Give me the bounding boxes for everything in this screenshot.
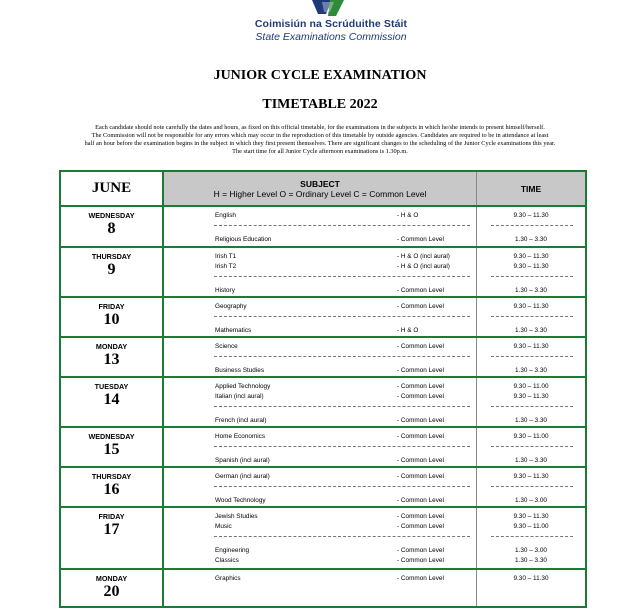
level-legend: H = Higher Level O = Ordinary Level C = Common Level	[213, 188, 427, 199]
notice-line: half an hour before the examination begins in the subject in which they first present themselves. There are significant changes to the scheduling of the Junior Cycle examinations this year.	[84, 140, 556, 148]
exam-entry	[164, 262, 476, 272]
date-number: 15	[103, 441, 120, 458]
weekday-label: FRIDAY	[98, 302, 125, 311]
exam-entry	[164, 456, 476, 466]
subject-header	[163, 171, 477, 206]
exam-time: 1.30 – 3.00	[515, 547, 547, 554]
exam-entry	[164, 512, 476, 522]
day-cell	[60, 247, 163, 297]
exam-time: 1.30 – 3.30	[515, 287, 547, 294]
exam-level: - Common Level	[397, 303, 444, 310]
harp-logo-icon	[308, 0, 352, 18]
weekday-label: MONDAY	[95, 574, 128, 583]
page-subtitle: TIMETABLE 2022	[262, 97, 378, 112]
exam-time: 9.30 – 11.30	[513, 263, 549, 270]
date-number: 17	[103, 521, 120, 538]
exam-entry	[164, 432, 476, 442]
date-number: 20	[103, 583, 120, 600]
subject-name: Home Economics	[215, 433, 266, 440]
exam-entry	[164, 416, 476, 426]
subject-cell	[163, 427, 477, 467]
subject-name: Music	[215, 523, 232, 530]
subject-name: Irish T2	[215, 263, 237, 270]
date-number: 16	[103, 481, 120, 498]
subject-name: Religious Education	[215, 236, 272, 243]
weekday-label: THURSDAY	[91, 472, 132, 481]
timetable-header-row	[60, 171, 586, 206]
exam-time: 9.30 – 11.00	[513, 383, 549, 390]
exam-entry	[164, 472, 476, 482]
exam-level: - Common Level	[397, 523, 444, 530]
weekday-label: WEDNESDAY	[88, 432, 135, 441]
exam-time: 9.30 – 11.30	[513, 513, 549, 520]
exam-time: 9.30 – 11.30	[513, 393, 549, 400]
subject-cell	[163, 206, 477, 247]
subject-name: Spanish (incl aural)	[215, 457, 270, 464]
subject-name: Classics	[215, 557, 239, 564]
exam-time: 1.30 – 3.00	[515, 497, 547, 504]
day-row	[60, 206, 586, 247]
subject-name: Jewish Studies	[215, 513, 258, 520]
exam-level: - Common Level	[397, 473, 444, 480]
date-number: 13	[103, 351, 120, 368]
exam-level: - H & O (incl aural)	[397, 253, 450, 260]
exam-level: - Common Level	[397, 575, 444, 582]
day-cell	[60, 297, 163, 337]
subject-name: English	[215, 212, 236, 219]
subject-name: German (incl aural)	[215, 473, 270, 480]
exam-time: 1.30 – 3.30	[515, 457, 547, 464]
exam-time: 9.30 – 11.00	[513, 523, 549, 530]
time-cell	[477, 297, 587, 337]
exam-level: - H & O	[397, 212, 419, 219]
exam-entry	[164, 211, 476, 221]
subject-name: Wood Technology	[215, 497, 266, 504]
weekday-label: THURSDAY	[91, 252, 132, 261]
subject-name: History	[215, 287, 235, 294]
subject-header-label: SUBJECT	[300, 178, 340, 189]
subject-cell	[163, 569, 477, 607]
exam-entry	[164, 366, 476, 376]
exam-time: 9.30 – 11.30	[513, 303, 549, 310]
time-cell	[477, 427, 587, 467]
exam-level: - Common Level	[397, 433, 444, 440]
subject-name: Italian (incl aural)	[215, 393, 264, 400]
exam-time: 9.30 – 11.30	[513, 473, 549, 480]
day-cell	[60, 377, 163, 427]
exam-level: - Common Level	[397, 393, 444, 400]
exam-level: - Common Level	[397, 417, 444, 424]
exam-time: 9.30 – 11.30	[513, 575, 549, 582]
notice-line: Each candidate should note carefully the dates and hours, as fixed on this official timetable, for the examinations in the subjects in which he/she intends to present himself/herself.	[95, 124, 545, 131]
exam-time: 9.30 – 11.30	[513, 253, 549, 260]
subject-name: Business Studies	[215, 367, 265, 374]
day-cell	[60, 337, 163, 377]
exam-entry	[164, 556, 476, 566]
time-cell	[477, 507, 587, 569]
exam-time: 1.30 – 3.30	[515, 367, 547, 374]
org-name-irish: Coimisiún na Scrúduithe Stáit	[254, 18, 408, 30]
exam-level: - Common Level	[397, 287, 444, 294]
exam-level: - H & O	[397, 327, 419, 334]
exam-entry	[164, 342, 476, 352]
time-cell	[477, 206, 587, 247]
exam-level: - Common Level	[397, 457, 444, 464]
time-cell	[477, 569, 587, 607]
subject-name: Irish T1	[215, 253, 237, 260]
subject-name: Science	[215, 343, 238, 350]
time-cell	[477, 337, 587, 377]
subject-cell	[163, 467, 477, 507]
exam-level: - Common Level	[397, 547, 444, 554]
subject-name: Engineering	[215, 547, 250, 554]
exam-entry	[164, 302, 476, 312]
subject-cell	[163, 247, 477, 297]
time-cell	[477, 377, 587, 427]
subject-name: Geography	[215, 303, 247, 310]
day-cell	[60, 427, 163, 467]
subject-name: Graphics	[215, 575, 241, 582]
exam-time: 1.30 – 3.30	[515, 557, 547, 564]
exam-entry	[164, 252, 476, 262]
exam-entry	[164, 286, 476, 296]
day-row	[60, 247, 586, 297]
exam-timetable	[59, 170, 587, 608]
subject-name: French (incl aural)	[215, 417, 267, 424]
subject-name: Applied Technology	[215, 383, 271, 390]
exam-level: - Common Level	[397, 367, 444, 374]
exam-entry	[164, 235, 476, 245]
time-cell	[477, 247, 587, 297]
subject-cell	[163, 337, 477, 377]
weekday-label: FRIDAY	[98, 512, 125, 521]
date-number: 8	[107, 220, 116, 237]
day-row	[60, 467, 586, 507]
exam-entry	[164, 326, 476, 336]
month-header: JUNE	[60, 171, 163, 206]
day-row	[60, 569, 586, 607]
exam-level: - Common Level	[397, 236, 444, 243]
date-number: 9	[107, 261, 116, 278]
exam-time: 9.30 – 11.30	[513, 212, 549, 219]
time-header: TIME	[477, 171, 587, 206]
time-cell	[477, 467, 587, 507]
exam-level: - Common Level	[397, 497, 444, 504]
day-row	[60, 427, 586, 467]
day-cell	[60, 467, 163, 507]
subject-name: Mathematics	[215, 327, 252, 334]
day-row	[60, 377, 586, 427]
org-name-english: State Examinations Commission	[255, 31, 407, 43]
notice-text	[30, 124, 610, 156]
notice-line: The Commission will not be responsible for any errors which may occur in the reproduction of this timetable by outside agencies. Candidates are required to be in attendance at least	[91, 132, 549, 140]
exam-entry	[164, 496, 476, 506]
weekday-label: WEDNESDAY	[88, 211, 135, 220]
exam-time: 1.30 – 3.30	[515, 236, 547, 243]
notice-line: The start time for all Junior Cycle afternoon examinations is 1.30p.m.	[232, 148, 408, 156]
exam-entry	[164, 392, 476, 402]
weekday-label: TUESDAY	[94, 382, 129, 391]
exam-level: - H & O (incl aural)	[397, 263, 450, 270]
page-title: JUNIOR CYCLE EXAMINATION	[213, 68, 427, 83]
weekday-label: MONDAY	[95, 342, 128, 351]
subject-cell	[163, 297, 477, 337]
exam-level: - Common Level	[397, 383, 444, 390]
day-row	[60, 297, 586, 337]
day-cell	[60, 206, 163, 247]
subject-cell	[163, 377, 477, 427]
exam-entry	[164, 522, 476, 532]
date-number: 10	[103, 311, 120, 328]
exam-time: 9.30 – 11.30	[513, 343, 549, 350]
exam-level: - Common Level	[397, 513, 444, 520]
sec-logo	[0, 0, 640, 60]
exam-entry	[164, 546, 476, 556]
day-cell	[60, 569, 163, 607]
exam-time: 1.30 – 3.30	[515, 417, 547, 424]
subject-cell	[163, 507, 477, 569]
exam-entry	[164, 382, 476, 392]
day-row	[60, 507, 586, 569]
day-cell	[60, 507, 163, 569]
exam-level: - Common Level	[397, 557, 444, 564]
exam-entry	[164, 574, 476, 584]
exam-level: - Common Level	[397, 343, 444, 350]
exam-time: 1.30 – 3.30	[515, 327, 547, 334]
exam-time: 9.30 – 11.00	[513, 433, 549, 440]
day-row	[60, 337, 586, 377]
date-number: 14	[103, 391, 120, 408]
